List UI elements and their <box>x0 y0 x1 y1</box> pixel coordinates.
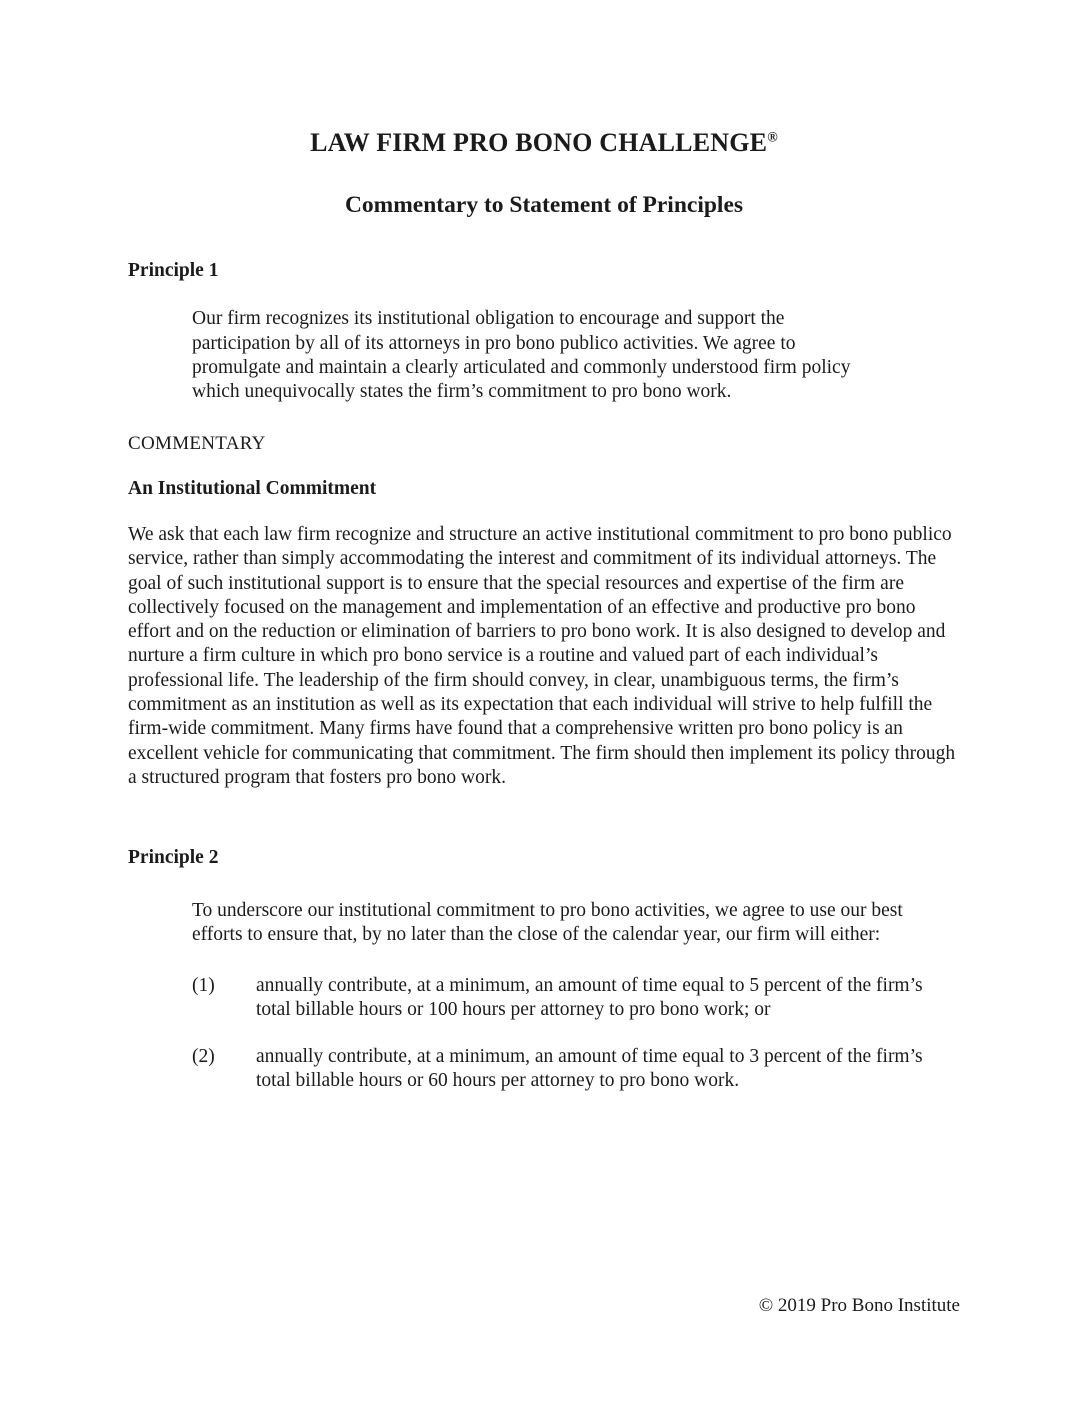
item-2-text: annually contribute, at a minimum, an amount of time equal to 3 percent of the firm’s total billable hours or 60 hours per attorney to pro bono work. <box>256 1045 923 1092</box>
document-title <box>128 128 960 158</box>
item-1-text: annually contribute, at a minimum, an amount of time equal to 5 percent of the firm’s total billable hours or 100 hours per attorney to pro bono work; or <box>256 975 923 1021</box>
footer-copyright: © 2019 Pro Bono Institute <box>758 1294 960 1316</box>
item-1-number: (1) <box>192 975 215 997</box>
commentary-body-paragraph: We ask that each law firm recognize and structure an active institutional commitment to pro bono publico service, rather than simply accommodating the interest and commitment of its individual attorneys. The goal of such institutional support is to ensure that the special resources and expertise of the firm are collectively focused on the management and implementation of an effective and productive pro bono effort and on the reduction or elimination of barriers to pro bono work. It is also designed to develop and nurture a firm culture in which pro bono service is a routine and valued part of each individual’s professional life. The leadership of the firm should convey, in clear, unambiguous terms, the firm’s commitment as an institution as well as its expectation that each individual will strive to help fulfill the firm-wide commitment. Many firms have found that a comprehensive written pro bono policy is an excellent vehicle for communicating that commitment. The firm should then implement its policy through a structured program that fosters pro bono work. <box>128 523 956 788</box>
item-2-number: (2) <box>192 1045 215 1067</box>
principle-2-item-1 <box>192 974 960 1023</box>
principle-2-heading: Principle 2 <box>128 847 219 869</box>
principle-1-heading: Principle 1 <box>128 259 219 281</box>
principle-1-statement: Our firm recognizes its institutional obligation to encourage and support the participation by all of its attorneys in pro bono publico activities. We agree to promulgate and maintain a clearly articulated and commonly understood firm policy which unequivocally states the firm’s commitment to pro bono work. <box>192 308 851 403</box>
document-subtitle: Commentary to Statement of Principles <box>344 191 744 218</box>
commentary-heading: An Institutional Commitment <box>128 477 377 499</box>
document-title-text: LAW FIRM PRO BONO CHALLENGE <box>310 128 768 157</box>
registered-trademark-symbol: ® <box>767 130 778 146</box>
principle-2-item-2 <box>192 1045 960 1094</box>
commentary-label: COMMENTARY <box>128 433 266 455</box>
principle-2-statement: To underscore our institutional commitment to pro bono activities, we agree to use our best efforts to ensure that, by no later than the close of the calendar year, our firm will either: <box>192 899 903 945</box>
